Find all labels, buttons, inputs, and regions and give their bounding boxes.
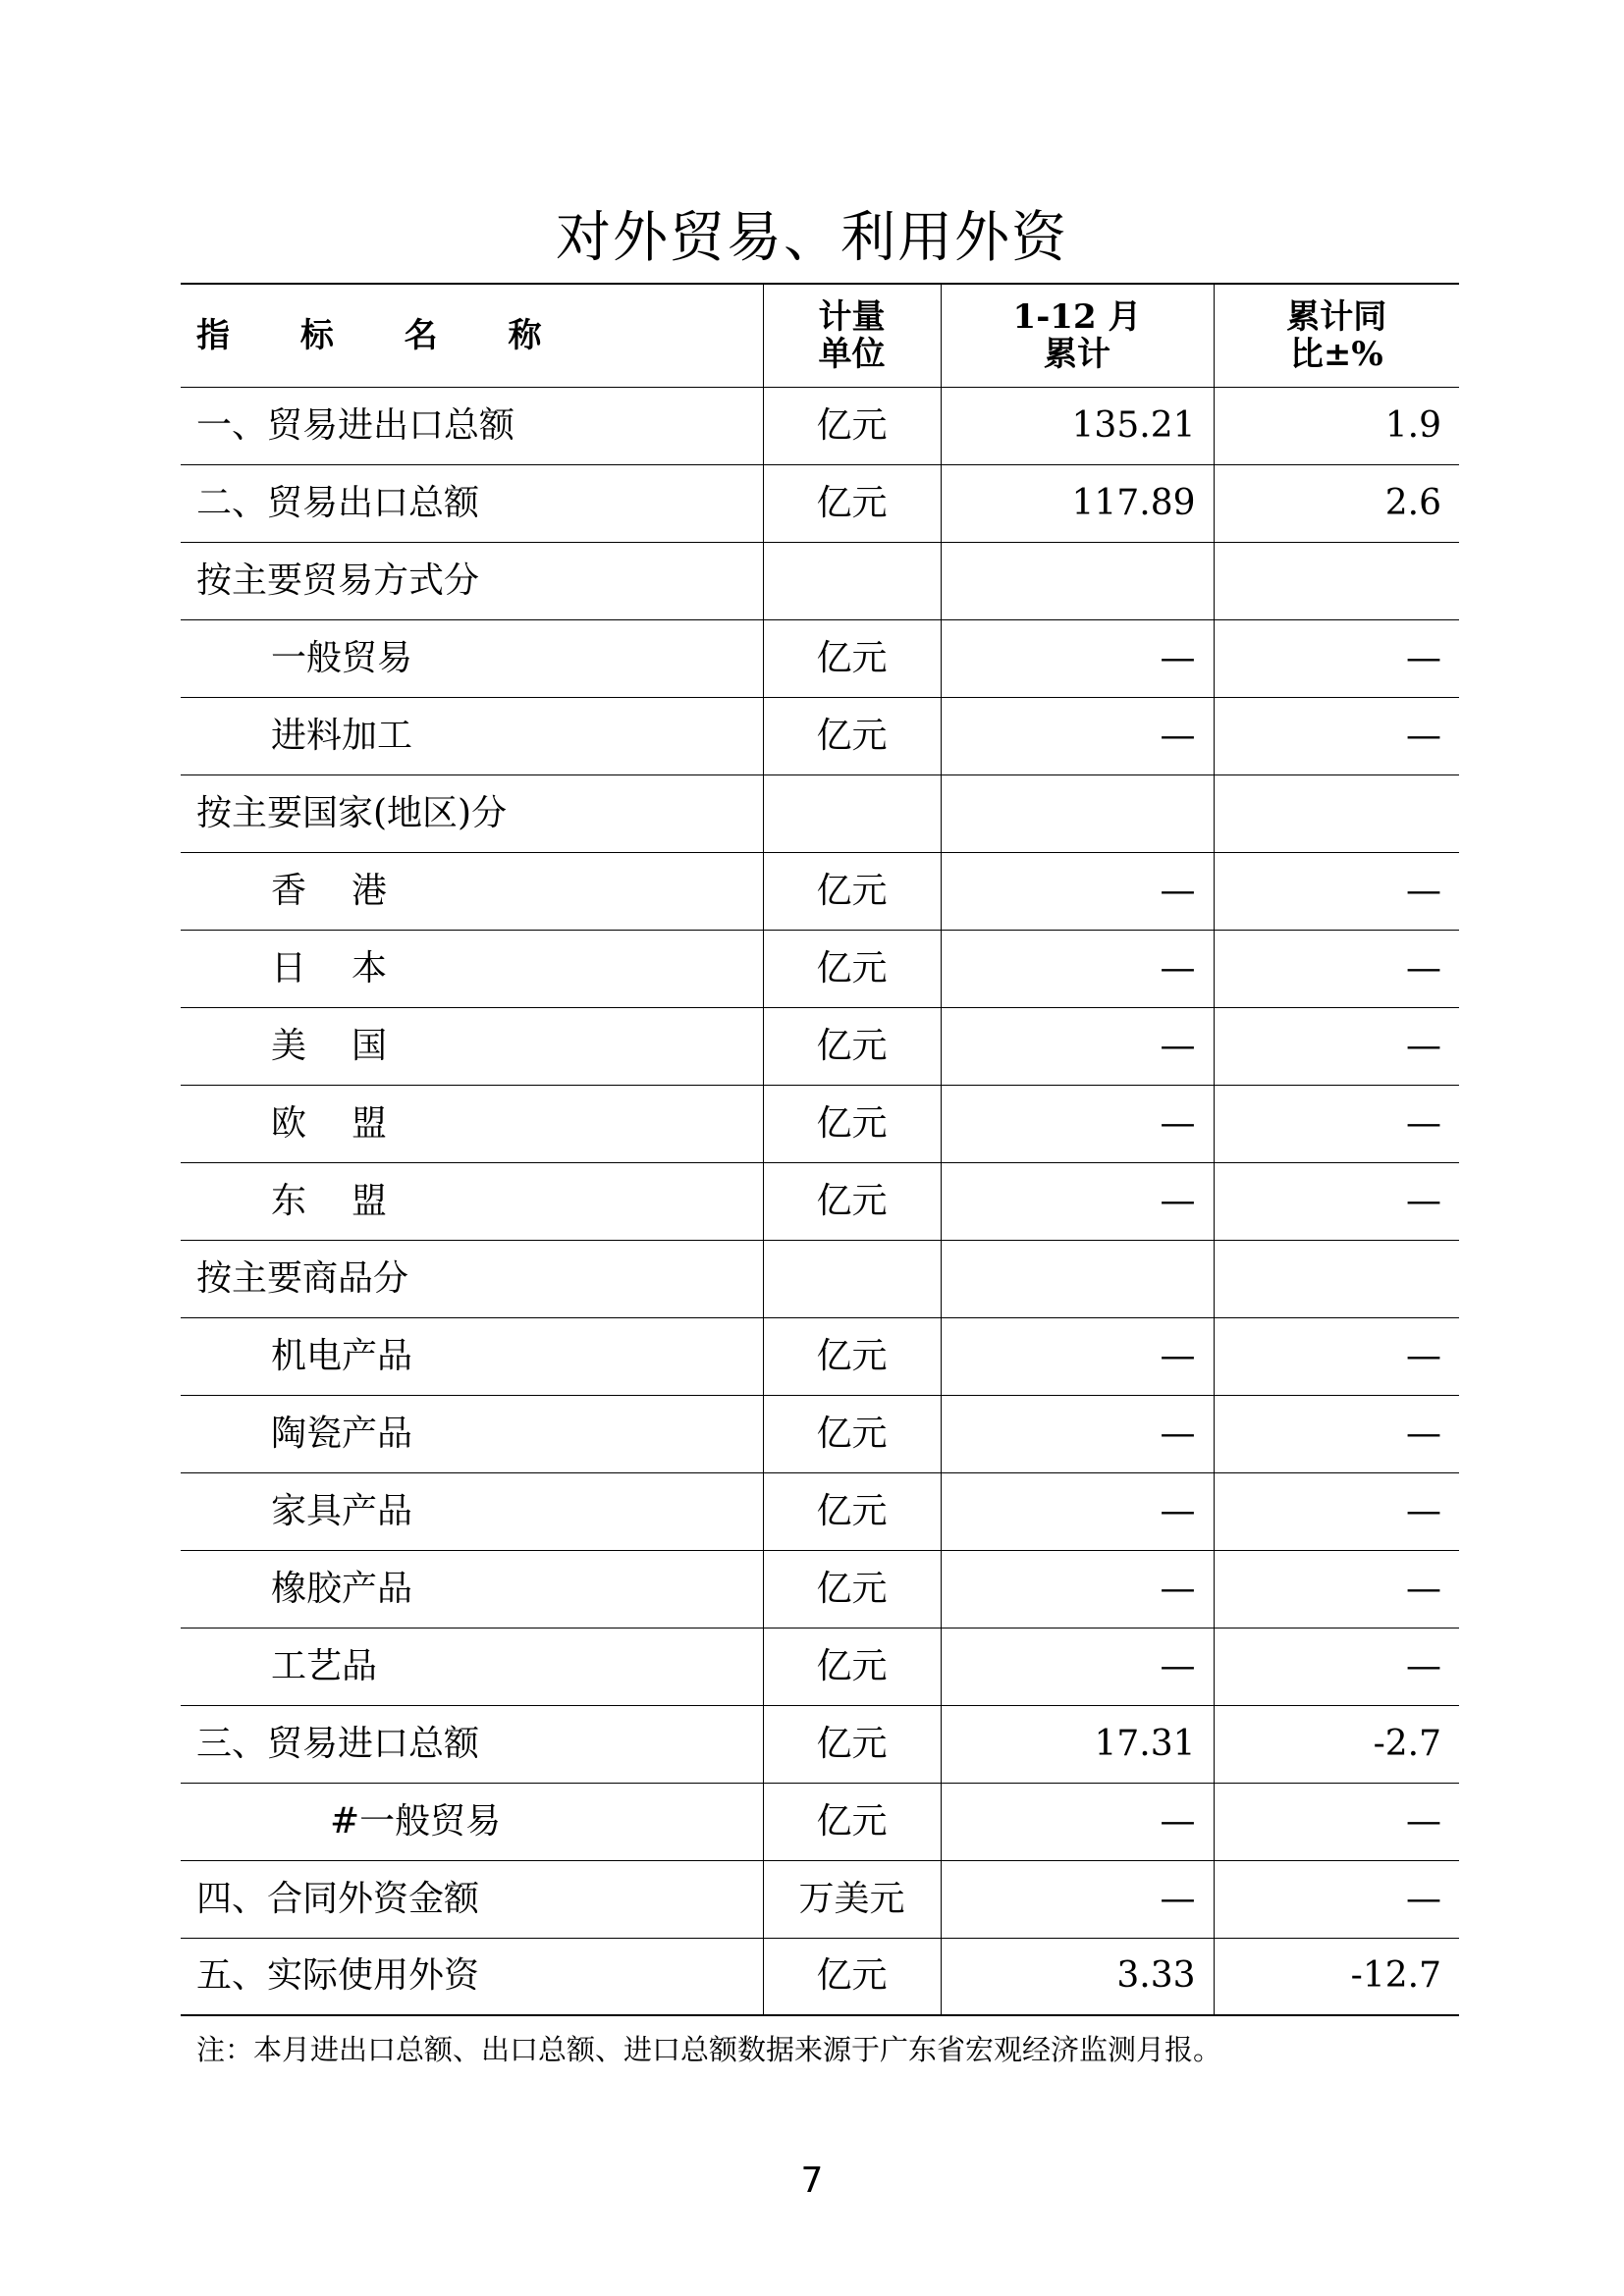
table-row bbox=[181, 1007, 1459, 1085]
table-row bbox=[181, 1085, 1459, 1162]
row-unit bbox=[763, 774, 941, 852]
row-name: 一、贸易进出口总额 bbox=[181, 387, 763, 464]
row-value: — bbox=[941, 1550, 1214, 1628]
row-unit: 亿元 bbox=[763, 1317, 941, 1395]
row-unit: 亿元 bbox=[763, 1628, 941, 1705]
row-change: — bbox=[1214, 1550, 1459, 1628]
row-name: 香 港 bbox=[181, 852, 763, 930]
row-unit: 亿元 bbox=[763, 1550, 941, 1628]
row-change: — bbox=[1214, 930, 1459, 1007]
row-name: 日 本 bbox=[181, 930, 763, 1007]
table-row-section bbox=[181, 774, 1459, 852]
row-change: — bbox=[1214, 1007, 1459, 1085]
row-change: -2.7 bbox=[1214, 1705, 1459, 1783]
row-value bbox=[941, 542, 1214, 619]
row-name: 工艺品 bbox=[181, 1628, 763, 1705]
row-change: — bbox=[1214, 1395, 1459, 1472]
row-unit: 亿元 bbox=[763, 1705, 941, 1783]
row-value: — bbox=[941, 1628, 1214, 1705]
table-row bbox=[181, 1938, 1459, 2015]
row-unit: 万美元 bbox=[763, 1860, 941, 1938]
table-row bbox=[181, 852, 1459, 930]
row-unit: 亿元 bbox=[763, 464, 941, 542]
page-number: 7 bbox=[800, 2161, 824, 2201]
row-name: 五、实际使用外资 bbox=[181, 1938, 763, 2015]
row-change: — bbox=[1214, 1783, 1459, 1860]
row-name: 欧 盟 bbox=[181, 1085, 763, 1162]
row-change: — bbox=[1214, 1472, 1459, 1550]
section-name: 按主要商品分 bbox=[181, 1240, 763, 1317]
table-row bbox=[181, 697, 1459, 774]
row-unit: 亿元 bbox=[763, 1085, 941, 1162]
row-unit: 亿元 bbox=[763, 1938, 941, 2015]
row-name: 家具产品 bbox=[181, 1472, 763, 1550]
row-value: — bbox=[941, 619, 1214, 697]
row-value: 117.89 bbox=[941, 464, 1214, 542]
table-row bbox=[181, 387, 1459, 464]
row-value: — bbox=[941, 1860, 1214, 1938]
header-cumulative-value: 1-12 月 累计 bbox=[941, 284, 1214, 387]
table-row bbox=[181, 1860, 1459, 1938]
row-name: 进料加工 bbox=[181, 697, 763, 774]
row-value: — bbox=[941, 1472, 1214, 1550]
table-header bbox=[181, 284, 1459, 387]
row-name: 陶瓷产品 bbox=[181, 1395, 763, 1472]
table-row bbox=[181, 1783, 1459, 1860]
table-row-section bbox=[181, 542, 1459, 619]
table-row bbox=[181, 1395, 1459, 1472]
row-value: 135.21 bbox=[941, 387, 1214, 464]
section-name: 按主要国家(地区)分 bbox=[181, 774, 763, 852]
row-unit: 亿元 bbox=[763, 697, 941, 774]
row-name: 美 国 bbox=[181, 1007, 763, 1085]
row-change: — bbox=[1214, 1317, 1459, 1395]
row-unit bbox=[763, 542, 941, 619]
row-value: — bbox=[941, 697, 1214, 774]
table-row bbox=[181, 1705, 1459, 1783]
row-name: 一般贸易 bbox=[181, 619, 763, 697]
page-title: 对外贸易、利用外资 bbox=[556, 206, 1068, 270]
row-change: — bbox=[1214, 1162, 1459, 1240]
row-value: 17.31 bbox=[941, 1705, 1214, 1783]
row-change bbox=[1214, 774, 1459, 852]
row-name: 橡胶产品 bbox=[181, 1550, 763, 1628]
row-unit: 亿元 bbox=[763, 1472, 941, 1550]
row-change: — bbox=[1214, 852, 1459, 930]
row-unit: 亿元 bbox=[763, 1007, 941, 1085]
row-unit: 亿元 bbox=[763, 1162, 941, 1240]
row-value: — bbox=[941, 930, 1214, 1007]
table-row bbox=[181, 1550, 1459, 1628]
row-name: 四、合同外资金额 bbox=[181, 1860, 763, 1938]
row-change: -12.7 bbox=[1214, 1938, 1459, 2015]
row-change: 2.6 bbox=[1214, 464, 1459, 542]
row-value: — bbox=[941, 1317, 1214, 1395]
row-unit: 亿元 bbox=[763, 852, 941, 930]
table-row bbox=[181, 1472, 1459, 1550]
row-unit bbox=[763, 1240, 941, 1317]
header-row bbox=[181, 284, 1459, 387]
row-value: — bbox=[941, 1085, 1214, 1162]
table-row-section bbox=[181, 1240, 1459, 1317]
row-change: — bbox=[1214, 697, 1459, 774]
row-value: — bbox=[941, 1395, 1214, 1472]
header-indicator-name: 指 标 名 称 bbox=[181, 284, 763, 387]
table-row bbox=[181, 1317, 1459, 1395]
row-name: 二、贸易出口总额 bbox=[181, 464, 763, 542]
row-name: 东 盟 bbox=[181, 1162, 763, 1240]
row-change: — bbox=[1214, 619, 1459, 697]
table-row bbox=[181, 1162, 1459, 1240]
row-unit: 亿元 bbox=[763, 1783, 941, 1860]
table-row bbox=[181, 1628, 1459, 1705]
row-value: — bbox=[941, 852, 1214, 930]
statistics-table bbox=[181, 283, 1459, 2016]
table-body bbox=[181, 387, 1459, 2015]
table-row bbox=[181, 464, 1459, 542]
row-name: 三、贸易进口总额 bbox=[181, 1705, 763, 1783]
row-change bbox=[1214, 1240, 1459, 1317]
header-yoy-change: 累计同 比±% bbox=[1214, 284, 1459, 387]
section-name: 按主要贸易方式分 bbox=[181, 542, 763, 619]
row-change bbox=[1214, 542, 1459, 619]
row-name: #一般贸易 bbox=[181, 1783, 763, 1860]
row-unit: 亿元 bbox=[763, 1395, 941, 1472]
row-change: — bbox=[1214, 1860, 1459, 1938]
table-footnote: 注：本月进出口总额、出口总额、进口总额数据来源于广东省宏观经济监测月报。 bbox=[196, 2033, 1222, 2066]
table-row bbox=[181, 930, 1459, 1007]
row-value bbox=[941, 774, 1214, 852]
row-value: — bbox=[941, 1162, 1214, 1240]
row-value: — bbox=[941, 1007, 1214, 1085]
row-unit: 亿元 bbox=[763, 619, 941, 697]
row-change: — bbox=[1214, 1085, 1459, 1162]
row-change: — bbox=[1214, 1628, 1459, 1705]
row-unit: 亿元 bbox=[763, 387, 941, 464]
header-unit: 计量 单位 bbox=[763, 284, 941, 387]
row-name: 机电产品 bbox=[181, 1317, 763, 1395]
table-row bbox=[181, 619, 1459, 697]
row-unit: 亿元 bbox=[763, 930, 941, 1007]
row-value bbox=[941, 1240, 1214, 1317]
row-value: 3.33 bbox=[941, 1938, 1214, 2015]
row-change: 1.9 bbox=[1214, 387, 1459, 464]
row-value: — bbox=[941, 1783, 1214, 1860]
